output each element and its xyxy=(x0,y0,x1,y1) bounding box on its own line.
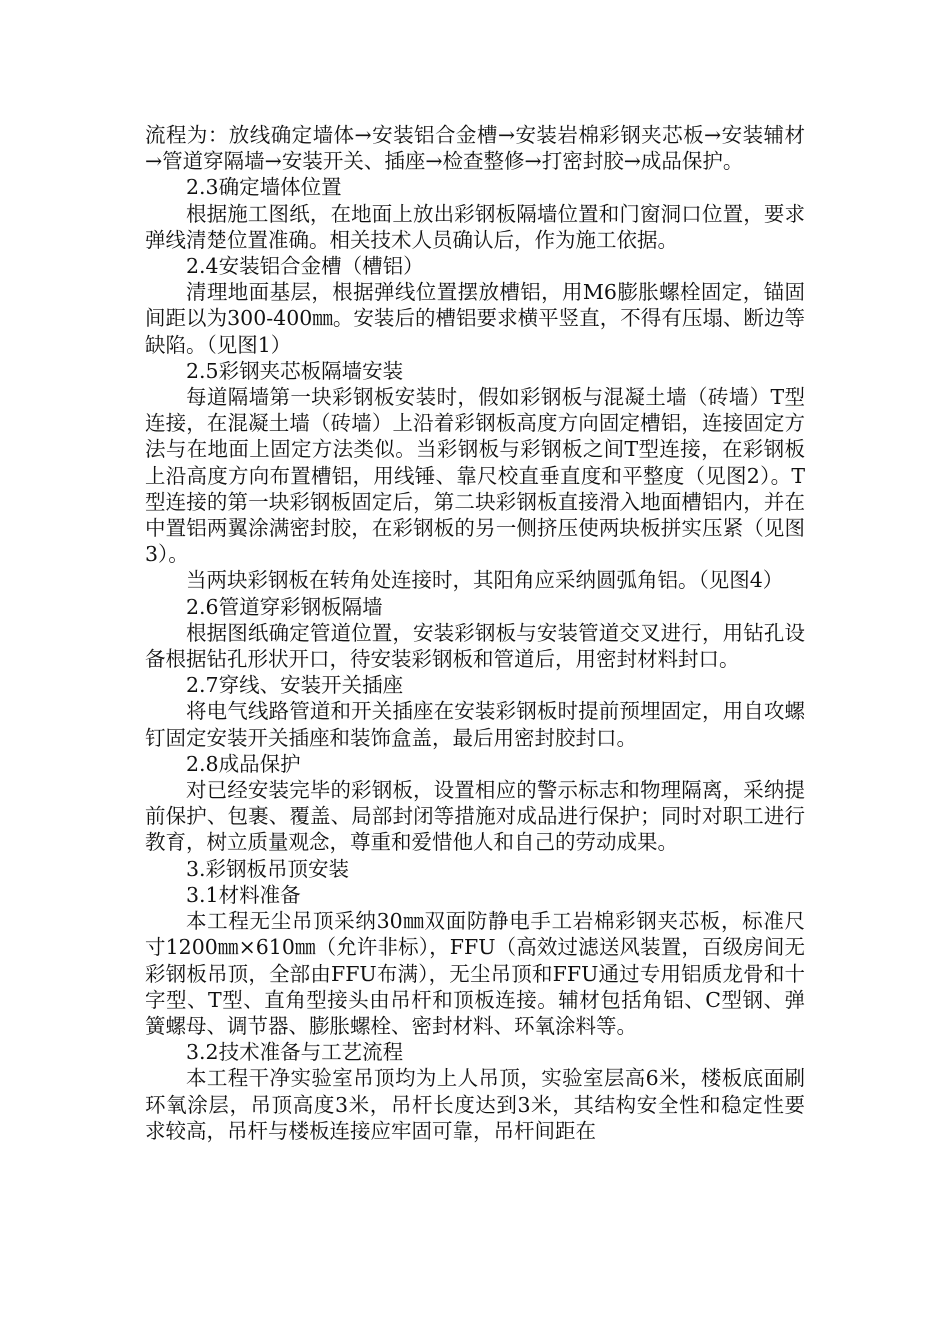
paragraph-2-7: 将电气线路管道和开关插座在安装彩钢板时提前预埋固定，用自攻螺钉固定安装开关插座和装饰盒盖，最后用密封胶封口。 xyxy=(145,699,805,750)
heading-3-2: 3.2技术准备与工艺流程 xyxy=(186,1040,404,1065)
paragraph-2-5-a: 每道隔墙第一块彩钢板安装时，假如彩钢板与混凝土墙（砖墙）T型连接，在混凝土墙（砖墙）上沿着彩钢板高度方向固定槽铝，连接固定方法与在地面上固定方法类似。当彩钢板与彩钢板之间T型连接，在彩钢板上沿高度方向布置槽铝，用线锤、靠尺校直垂直度和平整度（见图2）。T型连接的第一块彩钢板固定后，第二块彩钢板直接滑入地面槽铝内，并在中置铝两翼涂满密封胶，在彩钢板的另一侧挤压使两块板拼实压紧（见图3）。 xyxy=(145,385,805,567)
paragraph-2-5-b: 当两块彩钢板在转角处连接时，其阳角应采纳圆弧角铝。（见图4） xyxy=(186,568,784,593)
heading-2-5: 2.5彩钢夹芯板隔墙安装 xyxy=(186,358,404,383)
paragraph-2-6: 根据图纸确定管道位置，安装彩钢板与安装管道交叉进行，用钻孔设备根据钻孔形状开口，待安装彩钢板和管道后，用密封材料封口。 xyxy=(145,620,805,672)
paragraph-process-flow: 流程为：放线确定墙体→安装铝合金槽→安装岩棉彩钢夹芯板→安装辅材→管道穿隔墙→安装开关、插座→检查整修→打密封胶→成品保护。 xyxy=(145,123,805,174)
heading-2-4: 2.4安装铝合金槽（槽铝） xyxy=(186,254,424,279)
heading-2-8: 2.8成品保护 xyxy=(186,751,301,776)
paragraph-2-4: 清理地面基层，根据弹线位置摆放槽铝，用M6膨胀螺栓固定，锚固间距以为300-400㎜。安装后的槽铝要求横平竖直，不得有压塌、断边等缺陷。（见图1） xyxy=(145,280,805,357)
heading-2-7: 2.7穿线、安装开关插座 xyxy=(186,673,404,698)
paragraph-2-8: 对已经安装完毕的彩钢板，设置相应的警示标志和物理隔离，采纳提前保护、包裹、覆盖、局部封闭等措施对成品进行保护；同时对职工进行教育，树立质量观念，尊重和爱惜他人和自己的劳动成果。 xyxy=(145,778,805,855)
document-page xyxy=(145,122,805,1144)
paragraph-2-3: 根据施工图纸，在地面上放出彩钢板隔墙位置和门窗洞口位置，要求弹线清楚位置准确。相关技术人员确认后，作为施工依据。 xyxy=(145,201,805,252)
heading-2-3: 2.3确定墙体位置 xyxy=(186,175,342,200)
heading-2-6: 2.6管道穿彩钢板隔墙 xyxy=(186,594,383,619)
heading-3: 3.彩钢板吊顶安装 xyxy=(186,856,350,881)
heading-3-1: 3.1材料准备 xyxy=(186,882,301,907)
paragraph-3-1: 本工程无尘吊顶采纳30㎜双面防静电手工岩棉彩钢夹芯板，标准尺寸1200㎜×610㎜（允许非标），FFU（高效过滤送风装置，百级房间无彩钢板吊顶，全部由FFU布满），无尘吊顶和FFU通过专用铝质龙骨和十字型、T型、直角型接头由吊杆和顶板连接。辅材包括角铝、C型钢、弹簧螺母、调节器、膨胀螺栓、密封材料、环氧涂料等。 xyxy=(145,909,805,1038)
paragraph-3-2: 本工程干净实验室吊顶均为上人吊顶，实验室层高6米，楼板底面刷环氧涂层，吊顶高度3米，吊杆长度达到3米，其结构安全性和稳定性要求较高，吊杆与楼板连接应牢固可靠，吊杆间距在 xyxy=(145,1066,805,1143)
